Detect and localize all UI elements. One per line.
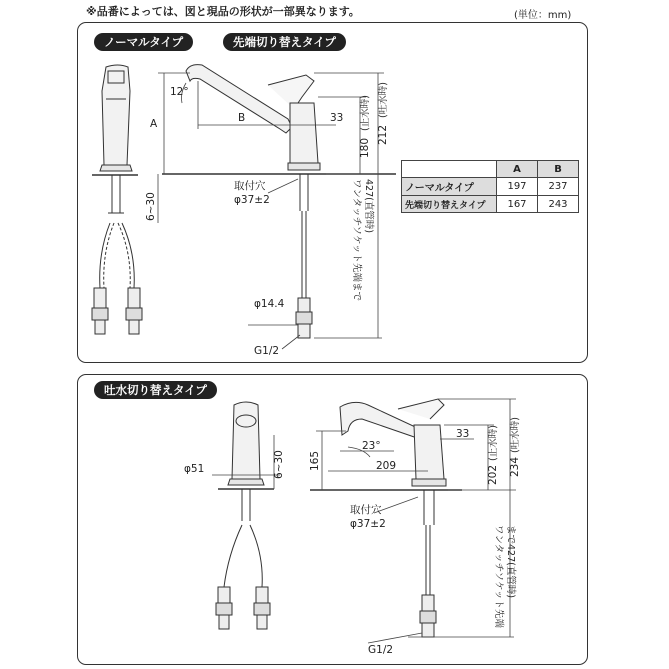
panel-normal-tip: [77, 22, 588, 363]
table-header-a: A: [497, 161, 538, 178]
panel-spout-switch: [77, 374, 588, 665]
row-b: 243: [538, 196, 579, 213]
dim-angle-23: 23°: [362, 440, 381, 452]
table-corner: [402, 161, 497, 178]
front-view-faucet-2: [310, 399, 462, 637]
dim-234-note: (吐水時): [510, 417, 521, 453]
dim-6-30: 6~30: [145, 192, 157, 221]
dim-234: 234: [509, 456, 521, 477]
row-name: 先端切り替えタイプ: [402, 196, 497, 213]
panel2-drawing: [78, 375, 587, 664]
mount-hole-title: 取付穴: [234, 180, 266, 192]
dim-202: 202: [487, 464, 499, 485]
figure-note: ※品番によっては、図と現品の形状が一部異なります。: [86, 5, 360, 18]
dim-a: A: [150, 118, 158, 130]
dim-angle-12: 12°: [170, 86, 189, 98]
row-name: ノーマルタイプ: [402, 178, 497, 196]
table-header-b: B: [538, 161, 579, 178]
dim-209: 209: [376, 460, 397, 472]
dimension-table: [401, 160, 579, 213]
dim-212-note: (吐水時): [378, 82, 389, 118]
socket-length-line1: ワンタッチソケット先端まで: [351, 179, 362, 301]
mount-hole-diameter: φ37±2: [234, 194, 270, 206]
dim-180-note: (止水時): [360, 95, 371, 131]
side-view-faucet-2: [216, 402, 274, 629]
dim-180: 180: [359, 137, 371, 158]
table-row: [402, 196, 579, 213]
row-a: 197: [497, 178, 538, 196]
mount-hole-title-2: 取付穴: [350, 504, 382, 516]
dim-g12: G1/2: [254, 345, 280, 357]
side-view-faucet: [92, 65, 142, 334]
dim-14-4: φ14.4: [254, 298, 285, 310]
socket-length2-line2: まで427(直管時): [505, 525, 516, 599]
dim-g12-2: G1/2: [368, 644, 394, 656]
dim-212: 212: [377, 124, 389, 145]
dim-51: φ51: [184, 463, 205, 475]
dim-6-30-2: 6~30: [273, 450, 285, 479]
dim-b: B: [238, 112, 246, 124]
label-normal-type: ノーマルタイプ: [94, 33, 193, 51]
label-tip-switch-type: 先端切り替えタイプ: [223, 33, 346, 51]
table-row: [402, 178, 579, 196]
dim-165: 165: [309, 450, 321, 471]
mount-hole-diameter-2: φ37±2: [350, 518, 386, 530]
dim-33: 33: [330, 112, 344, 124]
row-a: 167: [497, 196, 538, 213]
row-b: 237: [538, 178, 579, 196]
dim-202-note: (止水時): [488, 425, 499, 461]
label-spout-switch-type: 吐水切り替えタイプ: [94, 381, 217, 399]
socket-length-line2: 427(直管時): [363, 179, 374, 234]
socket-length2-line1: ワンタッチソケット先端: [493, 525, 504, 628]
dim-33-2: 33: [456, 428, 470, 440]
unit-label: (単位：mm): [514, 10, 572, 21]
